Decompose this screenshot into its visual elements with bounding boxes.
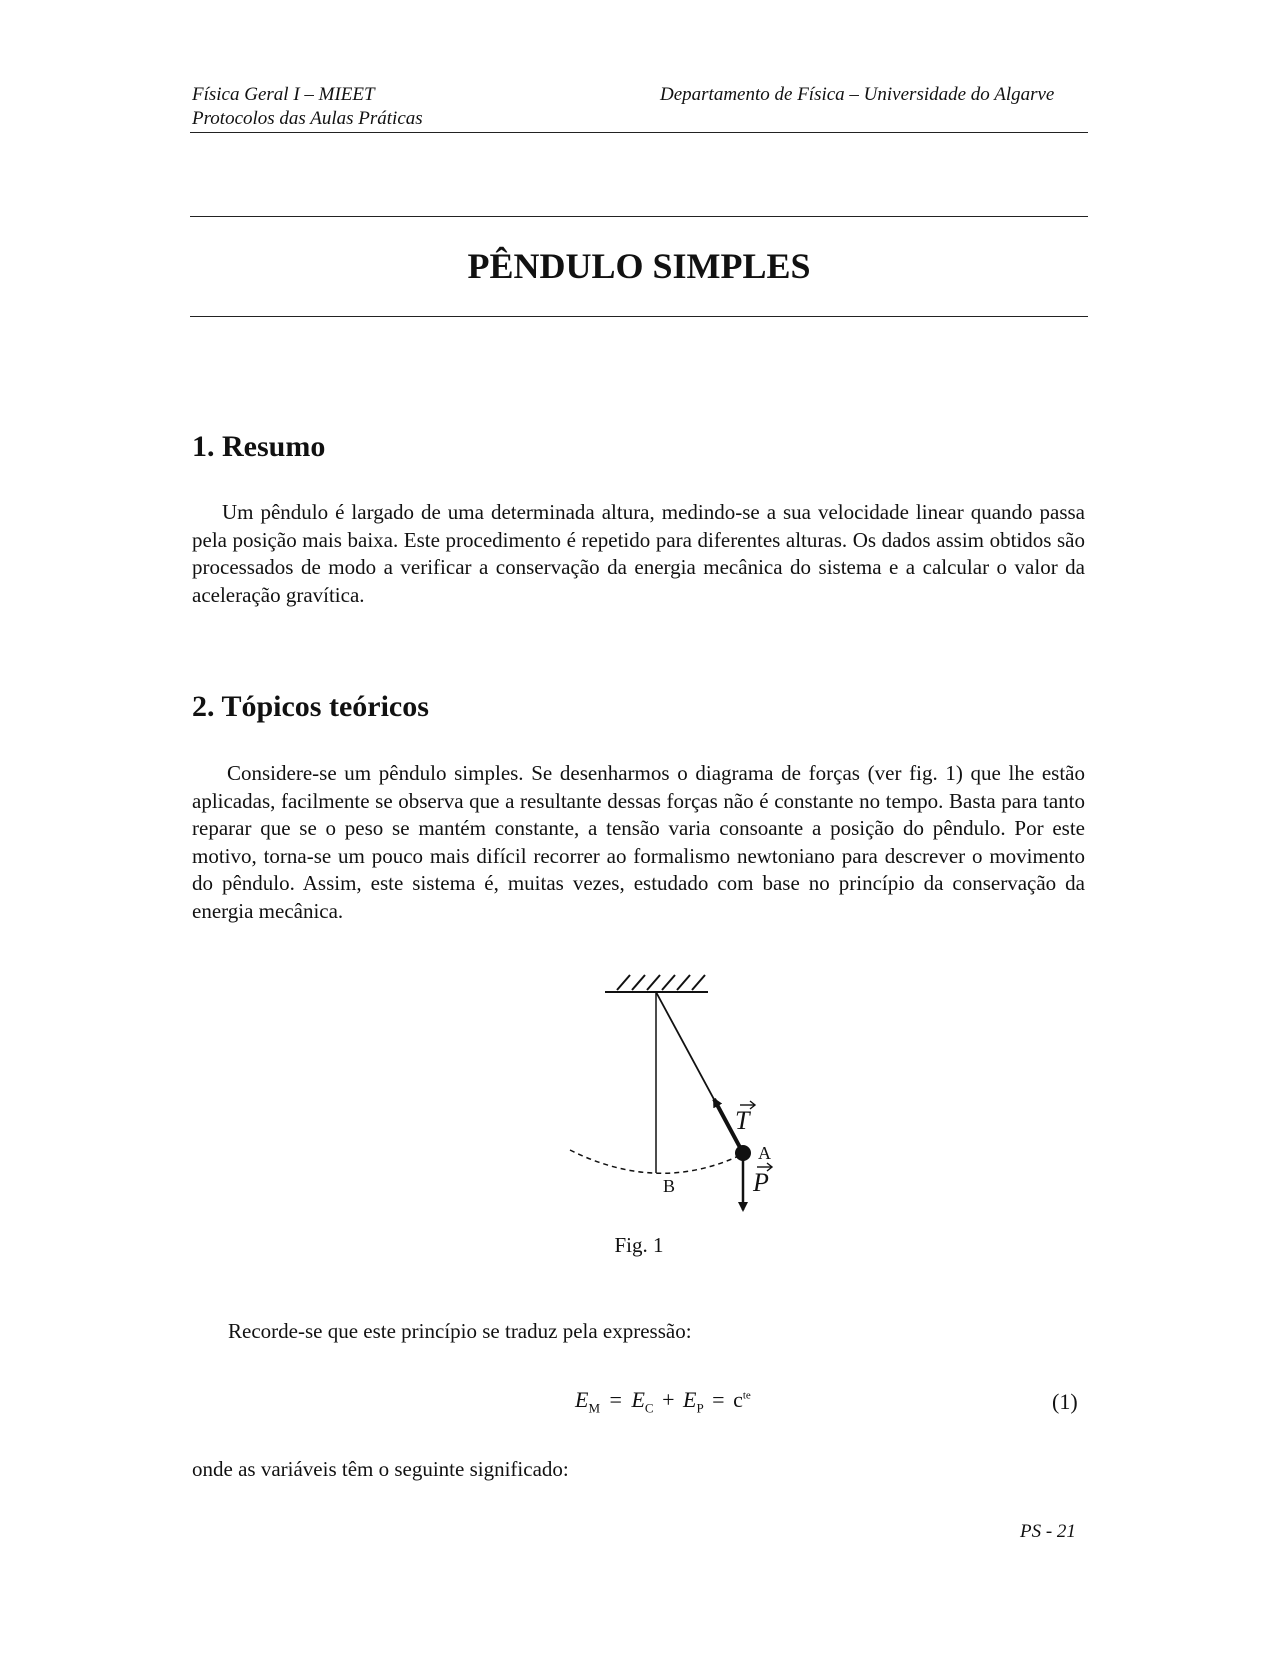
energy-equation: $E_M = E_C + E_P = c^{te}$ <box>575 1387 751 1416</box>
pendulum-bob <box>735 1145 751 1161</box>
header-protocol: Protocolos das Aulas Práticas <box>192 108 423 129</box>
resumo-paragraph <box>192 499 1085 609</box>
topicos-text: Considere-se um pêndulo simples. Se desenharmos o diagrama de forças (ver fig. 1) que lhe estão aplicadas, facilmente se observa que a resultante dessas forças não é constante no tempo. Basta para tanto reparar que se o peso se mantém constante, a tensão varia consoante a posição do pêndulo. Por este motivo, torna-se um pouco mais difícil recorrer ao formalismo newtoniano para descrever o movimento do pêndulo. Assim, este sistema é, muitas vezes, estudado com base no princípio da conservação da energia mecânica. <box>192 761 1085 923</box>
point-a-label: A <box>758 1143 771 1163</box>
tension-label: T <box>735 1106 750 1135</box>
swing-arc <box>570 1150 745 1173</box>
section-heading-resumo: 1. Resumo <box>192 430 326 463</box>
topicos-paragraph <box>192 760 1085 925</box>
point-b-label: B <box>663 1176 676 1196</box>
resumo-text: Um pêndulo é largado de uma determinada altura, medindo-se a sua velocidade linear quando passa pela posição mais baixa. Este procedimento é repetido para diferentes alturas. Os dados assim obtidos são processados de modo a verificar a conservação da energia mecânica do sistema e a calcular o valor da aceleração gravítica. <box>192 500 1085 607</box>
page-number: PS - 21 <box>1020 1521 1076 1542</box>
header-rule <box>190 132 1088 133</box>
page-title: PÊNDULO SIMPLES <box>467 246 811 286</box>
header-course: Física Geral I – MIEET <box>192 84 375 105</box>
title-rule-bottom <box>190 316 1088 317</box>
pendulum-figure <box>540 955 800 1215</box>
variables-intro-text: onde as variáveis têm o seguinte significado: <box>192 1457 569 1481</box>
ceiling-hatching <box>617 975 705 990</box>
section-heading-topicos: 2. Tópicos teóricos <box>192 690 429 723</box>
weight-label: P <box>753 1168 769 1197</box>
recall-text: Recorde-se que este princípio se traduz pela expressão: <box>228 1319 692 1343</box>
header-department: Departamento de Física – Universidade do Algarve <box>660 84 1055 105</box>
figure-caption: Fig. 1 <box>614 1233 664 1257</box>
equation-number: (1) <box>1052 1389 1078 1414</box>
title-rule-top <box>190 216 1088 217</box>
